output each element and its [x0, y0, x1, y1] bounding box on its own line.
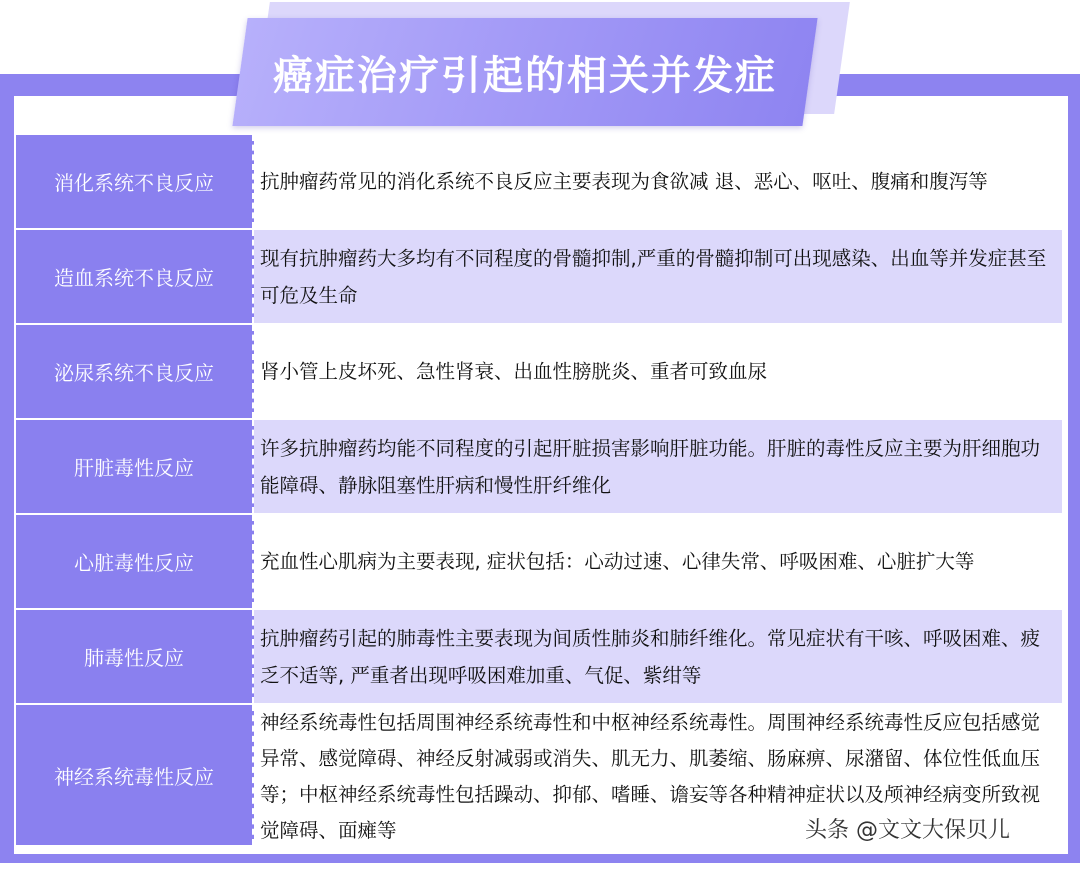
- table-row: [16, 325, 1062, 420]
- table-row: [16, 230, 1062, 325]
- row-label: 神经系统毒性反应: [16, 705, 254, 845]
- page-title: 癌症治疗引起的相关并发症: [273, 52, 777, 99]
- row-label: 造血系统不良反应: [16, 230, 254, 323]
- table-row: [16, 420, 1062, 515]
- watermark: 头条 @文文大保贝儿: [805, 818, 1010, 843]
- table-row: [16, 515, 1062, 610]
- row-content: 许多抗肿瘤药均能不同程度的引起肝脏损害影响肝脏功能。肝脏的毒性反应主要为肝细胞功能障碍、静脉阻塞性肝病和慢性肝纤维化: [254, 420, 1062, 513]
- row-label: 泌尿系统不良反应: [16, 325, 254, 418]
- row-content: 抗肿瘤药常见的消化系统不良反应主要表现为食欲减 退、恶心、呕吐、腹痛和腹泻等: [260, 170, 988, 193]
- row-label: 心脏毒性反应: [16, 515, 254, 608]
- row-label: 肺毒性反应: [16, 610, 254, 703]
- row-label: 消化系统不良反应: [16, 135, 254, 228]
- row-label: 肝脏毒性反应: [16, 420, 254, 513]
- row-content: 充血性心肌病为主要表现, 症状包括：心动过速、心律失常、呼吸困难、心脏扩大等: [260, 550, 975, 573]
- complications-table: [16, 135, 1062, 845]
- table-row: [16, 610, 1062, 705]
- row-content: 抗肿瘤药引起的肺毒性主要表现为间质性肺炎和肺纤维化。常见症状有干咳、呼吸困难、疲乏不适等, 严重者出现呼吸困难加重、气促、紫绀等: [254, 610, 1062, 703]
- row-content: 肾小管上皮坏死、急性肾衰、出血性膀胱炎、重者可致血尿: [260, 360, 768, 383]
- row-content: 现有抗肿瘤药大多均有不同程度的骨髓抑制,严重的骨髓抑制可出现感染、出血等并发症甚至可危及生命: [254, 230, 1062, 323]
- row-content: 神经系统毒性包括周围神经系统毒性和中枢神经系统毒性。周围神经系统毒性反应包括感觉异常、感觉障碍、神经反射减弱或消失、肌无力、肌萎缩、肠麻痹、尿潴留、体位性低血压等；中枢神经系统毒性包括躁动、抑郁、嗜睡、谵妄等各种精神症状以及颅神经病变所致视觉障碍、面瘫等: [260, 711, 1041, 842]
- table-row: [16, 135, 1062, 230]
